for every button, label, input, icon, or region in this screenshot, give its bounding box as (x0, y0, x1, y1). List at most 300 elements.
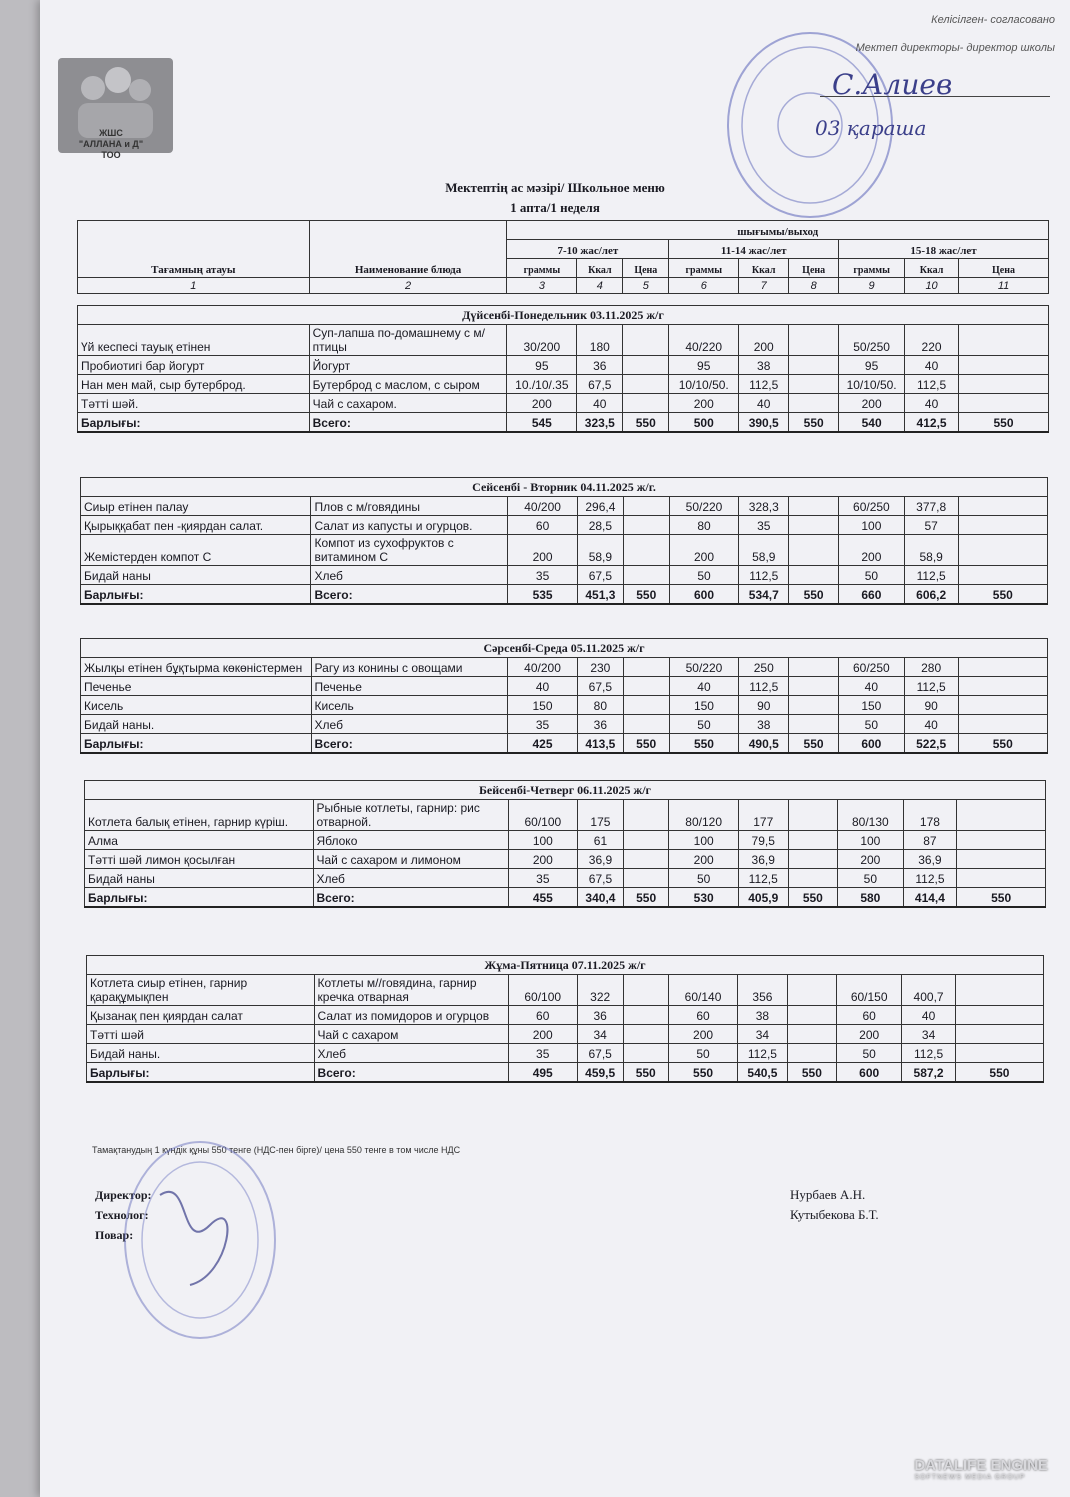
dish-value (958, 658, 1047, 677)
dish-value (958, 715, 1047, 734)
dish-value: 36,9 (578, 850, 624, 869)
dish-name-ru: Чай с сахаром и лимоном (313, 850, 508, 869)
total-value: 550 (623, 734, 669, 754)
header-grams: граммы (669, 259, 739, 278)
total-value: 550 (955, 1063, 1043, 1083)
total-row (85, 888, 1046, 908)
dish-value: 178 (903, 800, 957, 831)
dish-value: 28,5 (577, 516, 623, 535)
dish-value: 280 (904, 658, 958, 677)
dish-value: 30/200 (507, 325, 577, 356)
dish-value: 36,9 (738, 850, 788, 869)
dish-value (623, 850, 669, 869)
total-value: 550 (788, 888, 838, 908)
column-index: 6 (669, 278, 739, 294)
dish-value: 38 (739, 715, 789, 734)
dish-value (957, 831, 1046, 850)
dish-value: 200 (507, 394, 577, 413)
dish-value (959, 356, 1049, 375)
logo-caption (36, 128, 186, 161)
dish-value: 34 (902, 1025, 955, 1044)
total-row (78, 413, 1049, 433)
dish-name-ru: Салат из капусты и огурцов. (311, 516, 508, 535)
dish-name-ru: Салат из помидоров и огурцов (314, 1006, 508, 1025)
dish-value: 180 (577, 325, 623, 356)
dish-value: 67,5 (577, 566, 623, 585)
dish-name-ru: Суп-лапша по-домашнему с м/птицы (309, 325, 507, 356)
dish-value: 200 (739, 325, 789, 356)
dish-value (958, 696, 1047, 715)
column-index: 5 (623, 278, 669, 294)
day-title: Сәрсенбі-Среда 05.11.2025 ж/г (81, 639, 1048, 658)
total-value: 540 (839, 413, 905, 433)
dish-row (85, 831, 1046, 850)
dish-name-kz: Кисель (81, 696, 312, 715)
watermark-sub: SOFTNEWS MEDIA GROUP (914, 1474, 1026, 1481)
dish-name-ru: Хлеб (314, 1044, 508, 1063)
total-value: 425 (508, 734, 578, 754)
total-label: Всего: (309, 413, 507, 433)
dish-value: 40/200 (508, 497, 578, 516)
dish-value: 50 (669, 869, 738, 888)
total-value: 580 (838, 888, 904, 908)
header-grams: граммы (839, 259, 905, 278)
staff-names (790, 1185, 879, 1225)
day-title: Бейсенбі-Четверг 06.11.2025 ж/г (85, 781, 1046, 800)
dish-value (623, 715, 669, 734)
dish-value (787, 1044, 836, 1063)
total-value: 530 (669, 888, 738, 908)
column-index: 2 (309, 278, 507, 294)
dish-value: 35 (508, 566, 578, 585)
total-row (81, 734, 1048, 754)
dish-value: 67,5 (578, 869, 624, 888)
dish-value: 87 (903, 831, 957, 850)
dish-value: 200 (669, 394, 739, 413)
dish-value: 40 (905, 394, 959, 413)
dish-value: 356 (738, 975, 788, 1006)
day-table-tuesday (80, 477, 1048, 605)
header-dish-ru: Наименование блюда (309, 221, 507, 278)
header-age-7-10: 7-10 жас/лет (507, 240, 669, 259)
dish-row (85, 800, 1046, 831)
dish-value (788, 850, 838, 869)
dish-value (789, 535, 839, 566)
header-price: Цена (623, 259, 669, 278)
dish-value: 60/100 (508, 975, 577, 1006)
dish-value (623, 1025, 668, 1044)
dish-value (789, 394, 839, 413)
dish-value (623, 677, 669, 696)
column-index: 11 (959, 278, 1049, 294)
dish-value: 60/250 (838, 497, 904, 516)
dish-value (623, 356, 669, 375)
dish-value: 67,5 (577, 1044, 623, 1063)
dish-value (787, 1025, 836, 1044)
dish-value: 220 (905, 325, 959, 356)
dish-name-ru: Чай с сахаром (314, 1025, 508, 1044)
signature-line (820, 96, 1050, 97)
dish-value (957, 800, 1046, 831)
dish-value: 80 (577, 696, 623, 715)
dish-value: 60 (668, 1006, 737, 1025)
total-value: 606,2 (904, 585, 958, 605)
dish-value: 50 (669, 715, 739, 734)
dish-value: 35 (508, 1044, 577, 1063)
price-note: Тамақтанудың 1 күндік құны 550 тенге (НДС-пен бірге)/ цена 550 тенге в том числе НДС (92, 1145, 461, 1155)
total-value: 550 (623, 413, 669, 433)
dish-row (85, 869, 1046, 888)
title-line-1: Мектептің ас мәзірі/ Школьное меню (445, 180, 665, 195)
dish-name-ru: Компот из сухофруктов с витамином С (311, 535, 508, 566)
dish-value (955, 1006, 1043, 1025)
dish-value: 34 (577, 1025, 623, 1044)
dish-value (623, 869, 669, 888)
dish-row (81, 566, 1048, 585)
dish-value (955, 1044, 1043, 1063)
dish-value: 38 (738, 1006, 788, 1025)
logo-text-3: ТОО (101, 150, 121, 160)
dish-name-kz: Нан мен май, сыр бутерброд. (78, 375, 310, 394)
dish-name-kz: Бидай наны (81, 566, 311, 585)
total-label: Барлығы: (81, 734, 312, 754)
dish-value: 67,5 (577, 375, 623, 394)
dish-row (78, 325, 1049, 356)
dish-value (788, 869, 838, 888)
total-value: 550 (957, 888, 1046, 908)
dish-value: 36 (577, 715, 623, 734)
dish-value: 50/220 (669, 658, 739, 677)
dish-value: 40 (904, 715, 958, 734)
dish-value (958, 497, 1047, 516)
dish-value: 36,9 (903, 850, 957, 869)
total-label: Всего: (311, 734, 508, 754)
dish-value (623, 800, 669, 831)
dish-value (958, 677, 1047, 696)
total-value: 550 (668, 1063, 737, 1083)
total-value: 522,5 (904, 734, 958, 754)
dish-value: 200 (839, 394, 905, 413)
dish-value: 112,5 (903, 869, 957, 888)
dish-value: 177 (738, 800, 788, 831)
total-value: 550 (789, 585, 839, 605)
dish-value (957, 850, 1046, 869)
dish-value (623, 375, 669, 394)
column-index: 7 (739, 278, 789, 294)
dish-value (789, 375, 839, 394)
dish-value: 60/100 (508, 800, 577, 831)
day-title: Дүйсенбі-Понедельник 03.11.2025 ж/г (78, 306, 1049, 325)
dish-name-ru: Хлеб (311, 566, 508, 585)
total-label: Барлығы: (81, 585, 311, 605)
total-value: 535 (508, 585, 578, 605)
column-index: 4 (577, 278, 623, 294)
dish-value: 95 (839, 356, 905, 375)
dish-value (955, 975, 1043, 1006)
dish-row (85, 850, 1046, 869)
dish-name-kz: Бидай наны. (81, 715, 312, 734)
staff-name-2: Кутыбекова Б.Т. (790, 1207, 879, 1222)
dish-value: 400,7 (902, 975, 955, 1006)
dish-name-kz: Жылқы етінен бұқтырма көкөністермен (81, 658, 312, 677)
column-index: 10 (905, 278, 959, 294)
dish-value: 112,5 (905, 375, 959, 394)
dish-value: 200 (837, 1025, 902, 1044)
total-label: Барлығы: (87, 1063, 315, 1083)
dish-row (81, 516, 1048, 535)
dish-value: 100 (838, 831, 904, 850)
director-label: Директор: (95, 1188, 152, 1202)
total-label: Всего: (311, 585, 508, 605)
day-title: Сейсенбі - Вторник 04.11.2025 ж/г. (81, 478, 1048, 497)
dish-value: 150 (838, 696, 904, 715)
logo-text-2: "АЛЛАНА и Д" (78, 139, 144, 149)
dish-name-ru: Бутерброд с маслом, с сыром (309, 375, 507, 394)
menu-header-table (77, 220, 1049, 294)
dish-name-kz: Сиыр етінен палау (81, 497, 311, 516)
staff-name-1: Нурбаев А.Н. (790, 1187, 866, 1202)
dish-value: 50 (838, 566, 904, 585)
dish-name-kz: Тәтті шәй (87, 1025, 315, 1044)
director-signature: С.Алиев (832, 68, 953, 101)
header-kcal: Ккал (577, 259, 623, 278)
dish-value (789, 715, 839, 734)
total-value: 550 (958, 734, 1047, 754)
dish-value (959, 394, 1049, 413)
dish-name-kz: Котлета сиыр етінен, гарнир қарақұмықпен (87, 975, 315, 1006)
dish-value: 50 (669, 566, 739, 585)
dish-value: 200 (508, 535, 578, 566)
dish-value: 377,8 (904, 497, 958, 516)
dish-value: 40 (508, 677, 578, 696)
total-value: 534,7 (739, 585, 789, 605)
dish-value: 250 (739, 658, 789, 677)
dish-value (623, 658, 669, 677)
header-age-15-18: 15-18 жас/лет (839, 240, 1049, 259)
dish-value: 230 (577, 658, 623, 677)
watermark-main: DATALIFE ENGINE (914, 1457, 1048, 1474)
dish-value: 200 (838, 535, 904, 566)
dish-value: 60 (508, 516, 578, 535)
dish-name-kz: Үй кеспесі тауық етінен (78, 325, 310, 356)
dish-name-ru: Плов с м/говядины (311, 497, 508, 516)
dish-name-kz: Бидай наны (85, 869, 314, 888)
total-value: 412,5 (905, 413, 959, 433)
dish-value: 60 (837, 1006, 902, 1025)
dish-name-ru: Печенье (311, 677, 508, 696)
dish-name-ru: Яблоко (313, 831, 508, 850)
dish-value: 50 (668, 1044, 737, 1063)
total-value: 390,5 (739, 413, 789, 433)
dish-value: 322 (577, 975, 623, 1006)
dish-value (623, 394, 669, 413)
dish-value: 50 (838, 869, 904, 888)
dish-value: 95 (507, 356, 577, 375)
dish-value (789, 325, 839, 356)
total-value: 550 (789, 413, 839, 433)
dish-value (958, 535, 1047, 566)
dish-value: 296,4 (577, 497, 623, 516)
dish-value (789, 658, 839, 677)
dish-value (623, 325, 669, 356)
dish-value (623, 516, 669, 535)
dish-value (623, 1044, 668, 1063)
total-value: 550 (787, 1063, 836, 1083)
approval-date: 03 қараша (815, 116, 927, 140)
dish-value: 40 (739, 394, 789, 413)
dish-name-kz: Қызанақ пен қиярдан салат (87, 1006, 315, 1025)
dish-row (87, 1025, 1044, 1044)
dish-value: 58,9 (739, 535, 789, 566)
dish-value: 60/250 (838, 658, 904, 677)
dish-value (623, 831, 669, 850)
dish-name-ru: Хлеб (313, 869, 508, 888)
dish-value: 60/150 (837, 975, 902, 1006)
dish-value (958, 566, 1047, 585)
watermark (914, 1457, 1048, 1481)
title-line-2: 1 апта/1 неделя (510, 200, 600, 215)
dish-value: 40 (905, 356, 959, 375)
dish-row (78, 394, 1049, 413)
total-value: 451,3 (577, 585, 623, 605)
dish-value (787, 1006, 836, 1025)
header-price: Цена (959, 259, 1049, 278)
total-value: 459,5 (577, 1063, 623, 1083)
dish-value: 10./10/.35 (507, 375, 577, 394)
total-value: 495 (508, 1063, 577, 1083)
dish-value (623, 975, 668, 1006)
total-value: 550 (623, 1063, 668, 1083)
day-table-monday (77, 305, 1049, 433)
dish-value: 40 (669, 677, 739, 696)
dish-name-kz: Пробиотигі бар йогурт (78, 356, 310, 375)
header-dish-kz: Тағамның атауы (78, 221, 310, 278)
total-value: 490,5 (739, 734, 789, 754)
dish-value (789, 497, 839, 516)
dish-name-ru: Кисель (311, 696, 508, 715)
dish-value: 58,9 (904, 535, 958, 566)
day-table-wednesday (80, 638, 1048, 754)
dish-value: 150 (508, 696, 578, 715)
dish-name-kz: Тәтті шәй. (78, 394, 310, 413)
day-table-friday (86, 955, 1044, 1083)
dish-value: 112,5 (739, 677, 789, 696)
dish-value (623, 535, 669, 566)
total-value: 550 (959, 413, 1049, 433)
dish-name-ru: Хлеб (311, 715, 508, 734)
dish-row (78, 356, 1049, 375)
total-value: 323,5 (577, 413, 623, 433)
dish-value: 36 (577, 356, 623, 375)
dish-value: 10/10/50. (839, 375, 905, 394)
total-label: Всего: (314, 1063, 508, 1083)
dish-name-kz: Алма (85, 831, 314, 850)
dish-value: 112,5 (902, 1044, 955, 1063)
dish-name-kz: Жемістерден компот С (81, 535, 311, 566)
dish-row (81, 535, 1048, 566)
dish-value: 90 (904, 696, 958, 715)
dish-value: 35 (508, 715, 578, 734)
dish-value: 40/220 (669, 325, 739, 356)
column-index: 8 (789, 278, 839, 294)
total-value: 550 (623, 888, 669, 908)
dish-value: 10/10/50. (669, 375, 739, 394)
total-value: 413,5 (577, 734, 623, 754)
dish-value (789, 516, 839, 535)
dish-value: 90 (739, 696, 789, 715)
dish-value (789, 696, 839, 715)
dish-name-kz: Бидай наны. (87, 1044, 315, 1063)
column-index: 9 (839, 278, 905, 294)
dish-value: 200 (508, 1025, 577, 1044)
dish-value: 40 (838, 677, 904, 696)
header-price: Цена (789, 259, 839, 278)
dish-value: 100 (838, 516, 904, 535)
dish-value: 100 (669, 831, 738, 850)
total-value: 500 (669, 413, 739, 433)
dish-row (81, 715, 1048, 734)
dish-value: 38 (739, 356, 789, 375)
dish-value: 112,5 (738, 1044, 788, 1063)
dish-name-ru: Рыбные котлеты, гарнир: рис отварной. (313, 800, 508, 831)
total-value: 550 (623, 585, 669, 605)
dish-value: 50/220 (669, 497, 739, 516)
dish-value (957, 869, 1046, 888)
total-value: 600 (838, 734, 904, 754)
total-value: 550 (789, 734, 839, 754)
total-value: 414,4 (903, 888, 957, 908)
header-kcal: Ккал (739, 259, 789, 278)
dish-value: 328,3 (739, 497, 789, 516)
dish-row (87, 975, 1044, 1006)
dish-value (623, 497, 669, 516)
dish-value: 58,9 (577, 535, 623, 566)
dish-row (81, 677, 1048, 696)
dish-name-ru: Рагу из конины с овощами (311, 658, 508, 677)
dish-value: 40/200 (508, 658, 578, 677)
dish-value: 40 (577, 394, 623, 413)
dish-value: 40 (902, 1006, 955, 1025)
total-row (81, 585, 1048, 605)
dish-row (87, 1044, 1044, 1063)
total-label: Всего: (313, 888, 508, 908)
dish-name-ru: Котлеты м//говядина, гарнир кречка отварная (314, 975, 508, 1006)
dish-value (959, 375, 1049, 394)
dish-value (789, 677, 839, 696)
dish-value (789, 566, 839, 585)
dish-value (789, 356, 839, 375)
approval-line-1: Келісілген- согласовано (931, 14, 1055, 26)
dish-value: 36 (577, 1006, 623, 1025)
dish-value: 34 (738, 1025, 788, 1044)
dish-row (81, 696, 1048, 715)
dish-value: 35 (508, 869, 577, 888)
dish-name-kz: Тәтті шәй лимон қосылған (85, 850, 314, 869)
total-value: 600 (837, 1063, 902, 1083)
dish-row (81, 658, 1048, 677)
dish-name-ru: Чай с сахаром. (309, 394, 507, 413)
dish-value (623, 696, 669, 715)
dish-value: 50 (837, 1044, 902, 1063)
dish-value: 200 (669, 535, 739, 566)
dish-value (958, 516, 1047, 535)
dish-value: 150 (669, 696, 739, 715)
total-value: 545 (507, 413, 577, 433)
total-value: 550 (669, 734, 739, 754)
dish-value: 200 (668, 1025, 737, 1044)
dish-value: 50 (838, 715, 904, 734)
dish-value: 200 (838, 850, 904, 869)
